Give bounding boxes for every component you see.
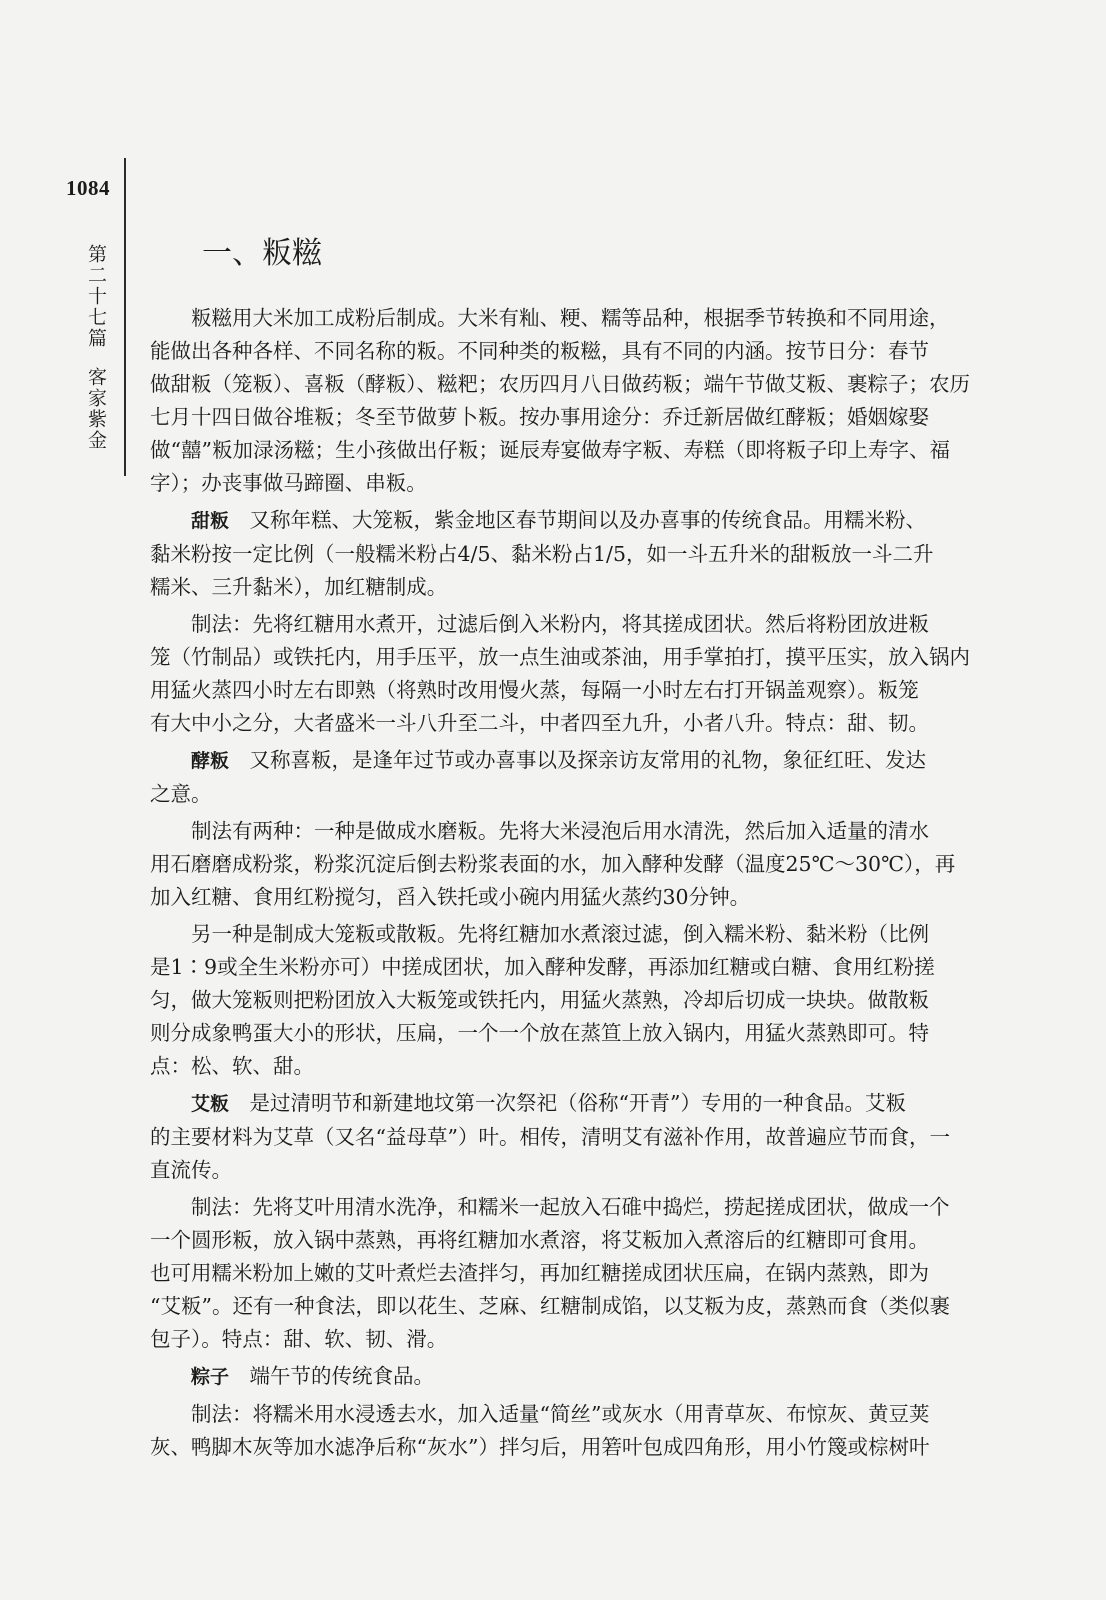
entry-keyword: 甜粄 (191, 510, 230, 532)
line-text: 端午节的传统食品。 (249, 1364, 435, 1388)
text-line (150, 1360, 1000, 1394)
text-line (150, 302, 1000, 335)
entry-paragraph (150, 504, 1000, 604)
line-text: 是1∶9或全生米粉亦可）中搓成团状，加入酵种发酵，再添加红糖或白糖、食用红粉搓 (150, 955, 935, 979)
line-text: 灰、鸭脚木灰等加水滤净后称“灰水”）拌匀后，用箬叶包成四角形，用小竹篾或棕树叶 (150, 1435, 930, 1459)
line-text: 另一种是制成大笼粄或散粄。先将红糖加水煮滚过滤，倒入糯米粉、黏米粉（比例 (191, 922, 929, 946)
text-line (150, 401, 1000, 434)
text-line (150, 984, 1000, 1017)
side-title-part: 第二十七篇 (85, 244, 107, 349)
text-line (150, 881, 1000, 914)
entry-keyword: 酵粄 (191, 750, 230, 772)
line-text: 糯米、三升黏米），加红糖制成。 (150, 575, 448, 599)
text-line (150, 778, 1000, 811)
line-text: 又称年糕、大笼粄，紫金地区春节期间以及办喜事的传统食品。用糯米粉、 (249, 508, 927, 532)
line-text: 七月十四日做谷堆粄；冬至节做萝卜粄。按办事用途分：乔迁新居做红酵粄；婚姻嫁娶 (150, 405, 929, 429)
text-line (150, 1431, 1000, 1464)
body-text (150, 302, 1000, 1464)
text-line (150, 848, 1000, 881)
text-line (150, 641, 1000, 674)
side-title-book: 客家紫金 (85, 367, 107, 451)
line-text: “艾粄”。还有一种食法，即以花生、芝麻、红糖制成馅，以艾粄为皮，蒸熟而食（类似裹 (150, 1294, 950, 1318)
entry-paragraph (150, 1360, 1000, 1394)
text-line (150, 1121, 1000, 1154)
text-line (150, 608, 1000, 641)
line-text: 笼（竹制品）或铁托内，用手压平，放一点生油或茶油，用手掌拍打，摸平压实，放入锅内 (150, 645, 970, 669)
text-line (150, 674, 1000, 707)
text-line (150, 707, 1000, 740)
page-number: 1084 (66, 176, 110, 200)
text-line (150, 504, 1000, 538)
text-line (150, 335, 1000, 368)
text-line (150, 1398, 1000, 1431)
entry-keyword: 粽子 (191, 1366, 230, 1388)
line-text: 直流传。 (150, 1158, 232, 1182)
line-text: 制法有两种：一种是做成水磨粄。先将大米浸泡后用水清洗，然后加入适量的清水 (191, 819, 929, 843)
line-text: 用石磨磨成粉浆，粉浆沉淀后倒去粉浆表面的水，加入酵种发酵（温度25℃～30℃），再 (150, 852, 956, 876)
margin-rule (124, 158, 126, 476)
text-line (150, 1323, 1000, 1356)
body-paragraph (150, 608, 1000, 740)
line-text: 匀，做大笼粄则把粉团放入大粄笼或铁托内，用猛火蒸熟，冷却后切成一块块。做散粄 (150, 988, 929, 1012)
text-line (150, 1154, 1000, 1187)
text-line (150, 434, 1000, 467)
text-line (150, 918, 1000, 951)
body-paragraph (150, 302, 1000, 500)
text-line (150, 1050, 1000, 1083)
side-title (84, 244, 108, 451)
line-text: 也可用糯米粉加上嫩的艾叶煮烂去渣拌匀，再加红糖搓成团状压扁，在锅内蒸熟，即为 (150, 1261, 929, 1285)
line-text: 加入红糖、食用红粉搅匀，舀入铁托或小碗内用猛火蒸约30分钟。 (150, 885, 751, 909)
entry-keyword: 艾粄 (191, 1093, 230, 1115)
text-line (150, 1224, 1000, 1257)
line-text: 字）；办丧事做马蹄圈、串粄。 (150, 471, 427, 495)
text-line (150, 744, 1000, 778)
text-line (150, 951, 1000, 984)
entry-paragraph (150, 744, 1000, 811)
line-text: 做甜粄（笼粄）、喜粄（酵粄）、糍粑；农历四月八日做药粄；端午节做艾粄、裹粽子；农历 (150, 372, 970, 396)
line-text: 之意。 (150, 782, 212, 806)
line-text: 包子）。特点：甜、软、韧、滑。 (150, 1327, 448, 1351)
text-line (150, 467, 1000, 500)
text-line (150, 1290, 1000, 1323)
text-line (150, 1257, 1000, 1290)
line-text: 制法：将糯米用水浸透去水，加入适量“简丝”或灰水（用青草灰、布惊灰、黄豆荚 (191, 1402, 930, 1426)
text-line (150, 1017, 1000, 1050)
line-text: 点：松、软、甜。 (150, 1054, 314, 1078)
body-paragraph (150, 918, 1000, 1083)
line-text: 的主要材料为艾草（又名“益母草”）叶。相传，清明艾有滋补作用，故普遍应节而食，一 (150, 1125, 950, 1149)
line-text: 又称喜粄，是逢年过节或办喜事以及探亲访友常用的礼物，象征红旺、发达 (249, 748, 927, 772)
line-text: 黏米粉按一定比例（一般糯米粉占4/5、黏米粉占1/5，如一斗五升米的甜粄放一斗二升 (150, 542, 934, 566)
line-text: 制法：先将艾叶用清水洗净，和糯米一起放入石碓中捣烂，捞起搓成团状，做成一个 (191, 1195, 950, 1219)
body-paragraph (150, 815, 1000, 914)
line-text: 能做出各种各样、不同名称的粄。不同种类的粄糍，具有不同的内涵。按节日分：春节 (150, 339, 929, 363)
text-line (150, 571, 1000, 604)
line-text: 一个圆形粄，放入锅中蒸熟，再将红糖加水煮溶，将艾粄加入煮溶后的红糖即可食用。 (150, 1228, 929, 1252)
text-line (150, 815, 1000, 848)
line-text: 有大中小之分，大者盛米一斗八升至二斗，中者四至九升，小者八升。特点：甜、韧。 (150, 711, 929, 735)
text-line (150, 368, 1000, 401)
text-line (150, 538, 1000, 571)
line-text: 则分成象鸭蛋大小的形状，压扁，一个一个放在蒸笪上放入锅内，用猛火蒸熟即可。特 (150, 1021, 929, 1045)
entry-paragraph (150, 1087, 1000, 1187)
line-text: 是过清明节和新建地坟第一次祭祀（俗称“开青”）专用的一种食品。艾粄 (249, 1091, 906, 1115)
text-line (150, 1191, 1000, 1224)
line-text: 制法：先将红糖用水煮开，过滤后倒入米粉内，将其搓成团状。然后将粉团放进粄 (191, 612, 929, 636)
line-text: 粄糍用大米加工成粉后制成。大米有籼、粳、糯等品种，根据季节转换和不同用途， (191, 306, 950, 330)
section-heading: 一、粄糍 (202, 236, 322, 271)
body-paragraph (150, 1398, 1000, 1464)
line-text: 用猛火蒸四小时左右即熟（将熟时改用慢火蒸，每隔一小时左右打开锅盖观察）。粄笼 (150, 678, 919, 702)
body-paragraph (150, 1191, 1000, 1356)
text-line (150, 1087, 1000, 1121)
line-text: 做“囍”粄加渌汤糍；生小孩做出仔粄；诞辰寿宴做寿字粄、寿糕（即将粄子印上寿字、福 (150, 438, 950, 462)
